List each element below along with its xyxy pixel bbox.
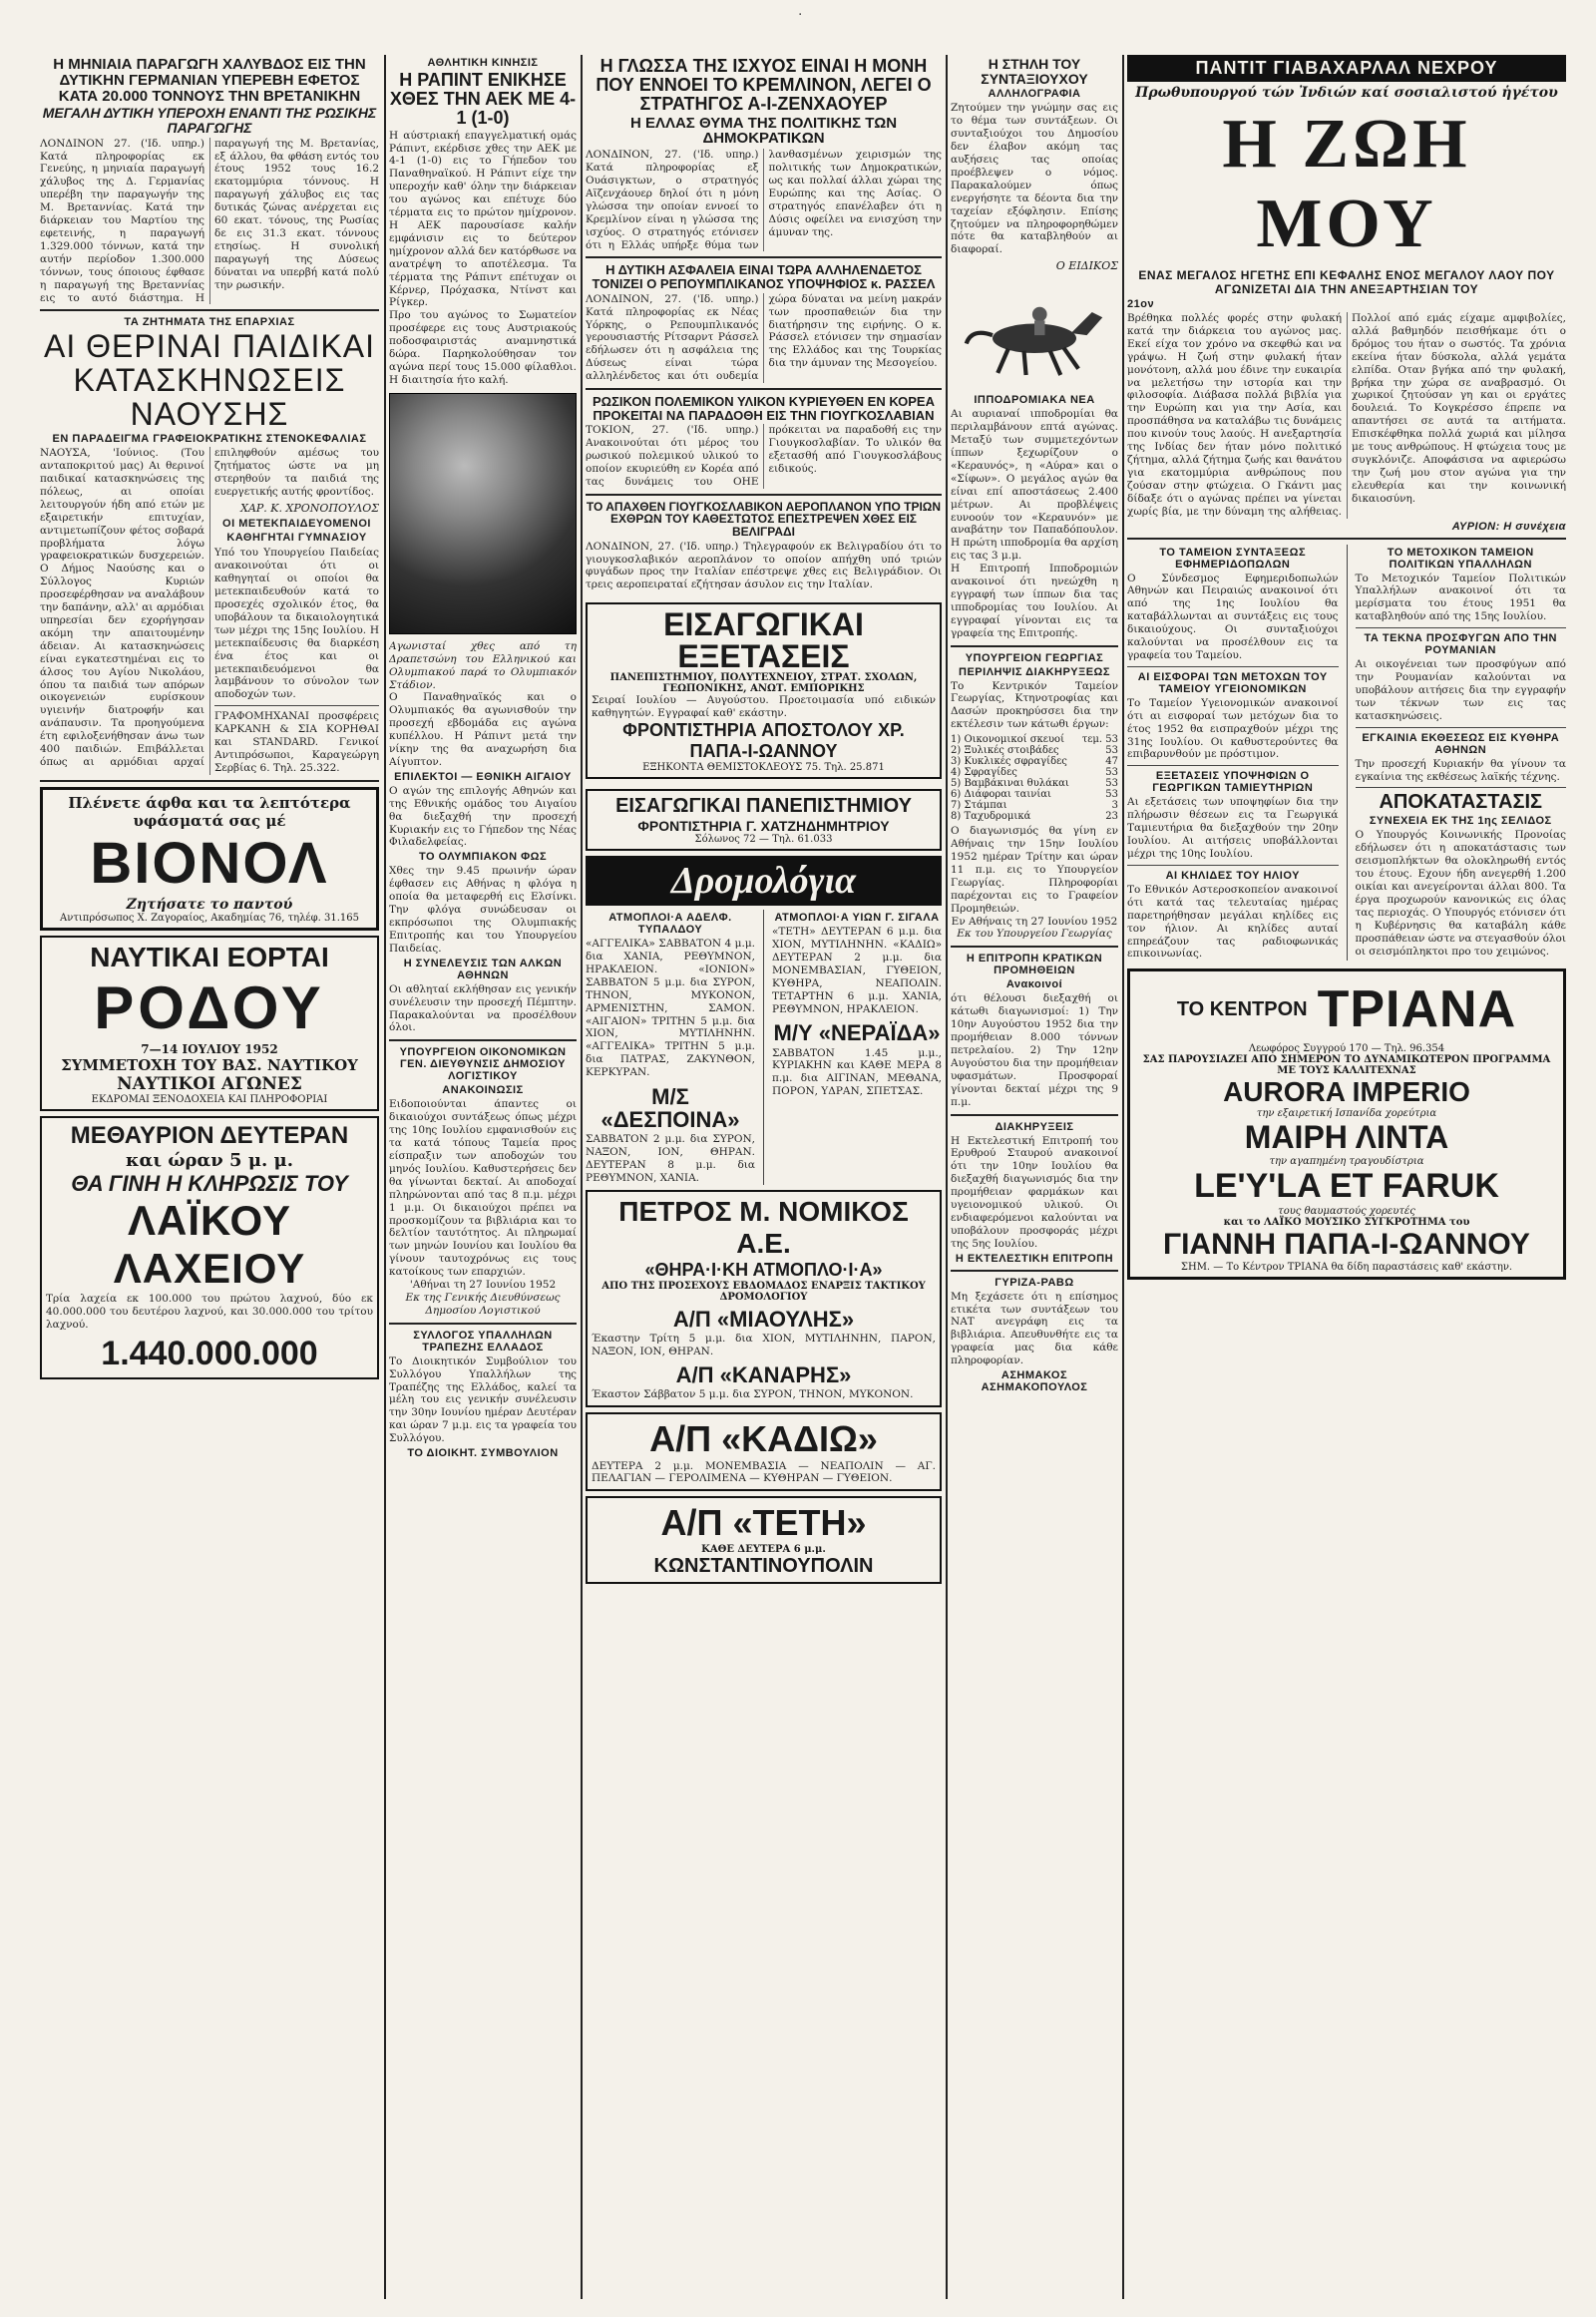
ad-exams-list: ΠΑΝΕΠΙΣΤΗΜΙΟΥ, ΠΟΛΥΤΕΧΝΕΙΟΥ, ΣΤΡΑΤ. ΣΧΟΛΩΝ, ΓΕΩΠΟΝΙΚΗΣ, ΑΝΩΤ. ΕΜΠΟΡΙΚΗΣ [609,672,918,695]
notice-item-qty: 53 [1105,745,1118,757]
ad-triana-act3-sub: τους θαυμαστούς χορευτές [1278,1206,1415,1218]
ad-rhodes-navy: ΣΥΜΜΕΤΟΧΗ ΤΟΥ ΒΑΣ. ΝΑΥΤΙΚΟΥ [61,1055,358,1074]
ad-rhodes-foot: ΕΚΔΡΟΜΑΙ ΞΕΝΟΔΟΧΕΙΑ ΚΑΙ ΠΛΗΡΟΦΟΡΙΑΙ [91,1093,328,1105]
notice-item-row [951,767,1118,778]
ad-teti-dest: ΚΩΝΣΤΑΝΤΙΝΟΥΠΟΛΙΝ [653,1555,874,1578]
headline-russell: Η ΔΥΤΙΚΗ ΑΣΦΑΛΕΙΑ ΕΙΝΑΙ ΤΩΡΑ ΑΛΛΗΛΕΝΔΕΤΟΣ ΤΟΝΙΖΕΙ Ο ΡΕΠΟΥΜΠΛΙΚΑΝΟΣ ΥΠΟΨΗΦΙΟΣ κ. ΡΑΣΣΕΛ [592,262,936,292]
ad-exams-body: Σειραί Ιουλίου — Αυγούστου. Προετοιμασία υπό ειδικών καθηγητών. Εγγραφαί καθ' εκάστην. [592,694,936,720]
notice-item-qty: τεμ. 53 [1081,734,1118,746]
notice-item-row [951,745,1118,756]
notice-item-name: 5) Βαμβάκιναι θυλάκαι [951,778,1069,790]
ship-typaldos-body: «ΑΓΓΕΛΙΚΑ» ΣΑΒΒΑΤΟΝ 4 μ.μ. δια ΧΑΝΙΑ, ΡΕΘΥΜΝΟΝ, ΗΡΑΚΛΕΙΟΝ. «ΙΟΝΙΟΝ» ΣΑΒΒΑΤΟΝ 5 μ.μ. δια ΣΥΡΟΝ, ΤΗΝΟΝ, ΜΥΚΟΝΟΝ, ΑΡΜΕΝΙΣΤΗΝ, ΣΑΜΟΝ. «ΑΙΓΑΙΟΝ» ΤΡΙΤΗΝ 5 μ.μ. δια ΧΙΟΝ, ΜΥΤΙΛΗΝΗΝ. «ΑΓΓΕΛΙΚΑ» ΤΡΙΤΗΝ 5 μ.μ. δια ΠΑΤΡΑΣ, ΖΑΚΥΝΘΟΝ, ΚΕΡΚΥΡΑΝ. [586,938,755,1079]
headline-naousa-camps: ΑΙ ΘΕΡΙΝΑΙ ΠΑΙΔΙΚΑΙ ΚΑΤΑΣΚΗΝΩΣΕΙΣ ΝΑΟΥΣΗΣ [43,328,375,432]
ad-triana-act2: ΜΑΙΡΗ ΛΙΝΤΑ [1244,1119,1449,1156]
column-3 [586,55,942,2299]
box-civil-fund-head: ΤΟ ΜΕΤΟΧΙΚΟΝ ΤΑΜΕΙΟΝ ΠΟΛΙΤΙΚΩΝ ΥΠΑΛΛΗΛΩΝ [1387,546,1534,571]
ad-nomikos-body: ΑΠΟ ΤΗΣ ΠΡΟΣΕΧΟΥΣ ΕΒΔΟΜΑΔΟΣ ΕΝΑΡΞΙΣ ΤΑΚΤΙΚΟΥ ΔΡΟΜΟΛΟΓΙΟΥ [601,1280,926,1303]
declarations-body: Η Εκτελεστική Επιτροπή του Ερυθρού Σταυρού ανακοινοί ότι την 10ην Ιουλίου θα διεξαχθή διαγωνισμός δια την προμήθειαν φαρμάκων και υγειονομικού υλικού. Οι ενδιαφερόμενοι καλούνται να υποβάλουν προσφοράς μέχρι της 5ης Ιουλίου. [951,1134,1118,1250]
commission-sub: Ανακοινοί [1005,978,1063,991]
ad-triana-addr: Λεωφόρος Συγγρού 170 — Τηλ. 96.354 [1248,1043,1445,1055]
article-korea-materiel: ΤΟΚΙΟΝ, 27. ('Ιδ. υπηρ.) Ανακοινούται ότι μέρος του ρωσικού πολεμικού υλικού το οποίον εκυριεύθη εν Κορέα από τας δυνάμεις του ΟΗΕ πρόκειται να παραδοθή εις την Γιουγκοσλαβίαν. Το υλικόν θα εξετασθή από Γιουγκοσλάβους ειδικούς. [586,424,942,488]
ad-bionol [40,787,379,931]
notice-ministry-finance-head: ΥΠΟΥΡΓΕΙΟΝ ΟΙΚΟΝΟΜΙΚΩΝ ΓΕΝ. ΔΙΕΥΘΥΝΣΙΣ ΔΗΜΟΣΙΟΥ ΛΟΓΙΣΤΙΚΟΥ [399,1046,567,1083]
ship-neraida: Μ/Υ «ΝΕΡΑΪΔΑ» [773,1020,941,1046]
box-civil-fund-body: Το Μετοχικόν Ταμείον Πολιτικών Υπαλλήλων ανακοινοί ότι τα μερίσματα του έτους 1951 θα καταβληθούν από της 15ης Ιουλίου. [1355,572,1566,623]
ad-rhodes-races: ΝΑΥΤΙΚΟΙ ΑΓΩΝΕΣ [117,1073,302,1094]
ad-triana-foot: ΣΗΜ. — Το Κέντρον ΤΡΙΑΝΑ θα δίδη παραστάσεις καθ' εκάστην. [1180,1262,1513,1274]
notice-ministry-finance-body: Ειδοποιούνται άπαντες οι δικαιούχοι συντάξεως όπως μέχρι της 10ης Ιουλίου εμφανισθούν εις τα κατά τόπους Ταμεία προς είσπραξιν των αποδοχών του μηνός Ιουλίου. Καθυστερήσεις δεν θα γίνωνται δεκταί. Αι αποδοχαί πληρώνονται από τας 8 π.μ. μέχρι 1 μ.μ. Οι δικαιούχοι πρέπει να προσκομίζουν τα βιβλιάρια και το δελτίον ταυτότητος. Αι πληρωμαί των μηνών Ιουνίου και Ιουλίου θα γίνουν ταυτοχρόνως εις τους κατοίκους των επαρχιών. [389,1098,577,1279]
notice-item-name: 2) Ξυλικές στοιβάδες [951,745,1059,757]
notice-ministry-finance-date: 'Αθήναι τη 27 Ιουνίου 1952 [409,1279,557,1292]
headline-steel: Η ΜΗΝΙΑΙΑ ΠΑΡΑΓΩΓΗ ΧΑΛΥΒΔΟΣ ΕΙΣ ΤΗΝ ΔΥΤΙΚΗΝ ΓΕΡΜΑΝΙΑΝ ΥΠΕΡΕΒΗ ΕΦΕΤΟΣ ΚΑΤΑ 20.000 ΤΟΝΝΟΥΣ ΤΗΝ ΒΡΕΤΑΝΙΚΗΝ [53,56,366,105]
subhead-bureaucracy: ΕΝ ΠΑΡΑΔΕΙΓΜΑ ΓΡΑΦΕΙΟΚΡΑΤΙΚΗΣ ΣΤΕΝΟΚΕΦΑΛΙΑΣ [52,433,367,446]
notice-agriculture-date: Εν Αθήναις τη 27 Ιουνίου 1952 [951,915,1118,928]
notice-agriculture-sub: ΠΕΡΙΛΗΨΙΣ ΔΙΑΚΗΡΥΞΕΩΣ [959,665,1110,678]
notice-item-row [951,800,1118,811]
notice-item-name: 4) Σφραγίδες [951,767,1017,779]
headline-western-superiority: ΜΕΓΑΛΗ ΔΥΤΙΚΗ ΥΠΕΡΟΧΗ ΕΝΑΝΤΙ ΤΗΣ ΡΩΣΙΚΗΣ ΠΑΡΑΓΩΓΗΣ [42,105,377,136]
ad-triana-act1: AURORA IMPERIO [1223,1076,1470,1108]
sunspots-head: ΑΙ ΚΗΛΙΔΕΣ ΤΟΥ ΗΛΙΟΥ [1165,869,1300,882]
ad-exams2-school: ΦΡΟΝΤΙΣΤΗΡΙΑ Γ. ΧΑΤΖΗΔΗΜΗΤΡΙΟΥ [637,818,890,835]
article-naousa-signature: ΧΑΡ. Κ. ΧΡΟΝΟΠΟΥΛΟΣ [240,501,379,515]
notice-item-row [951,734,1118,745]
commission-body: ότι θέλουσι διεξαχθή οι κάτωθι διαγωνισμοί: 1) Την 10ην Αυγούστου 1952 δια την προμήθειαν 8.000 τόννων πετρελαίου. 2) Την 12ην Αυγούστου δια την προμήθειαν υφασμάτων. Προσφοραί γίνονται δεκταί μέχρι της 9 π.μ. [951,992,1118,1108]
section-kicker-provinces: ΤΑ ΖΗΤΗΜΑΤΑ ΤΗΣ ΕΠΑΡΧΙΑΣ [124,316,295,329]
page-marker: . [798,2,803,19]
article-steel-p1: ΛΟΝΔΙΝΟΝ 27. ('Ιδ. υπηρ.) Κατά πληροφορίας εκ Γενεύης, η μηνιαία παραγωγή χάλυβος της Δ. Γερμανίας υπερέβη την παραγωγήν της Μ. Βρεταννίας. Κατά την διάρκειαν του Μαρτίου της εφετεινής, η παραγωγή 1.329.000 τόννων, κατά την αυτήν περίοδον 1.300.000 τόννων, τους όποιους έφθασε η παραγωγή της Βρεταννίας εις το αυτό διάστημα. [40,137,204,304]
exam-body: Αι εξετάσεις των υποψηφίων δια την πλήρωσιν θέσεων εις τα Γεωργικά Ταμιευτήρια θα διεξαχθούν την 20ην Ιουλίου. Αι αιτήσεις υποβάλλονται μέχρι της 10ης Ιουλίου. [1127,796,1339,860]
notice-item-qty: 53 [1105,767,1118,779]
notice-item-qty: 53 [1105,789,1118,801]
ad-bionol-slogan: Ζητήσατε το παντού [126,896,293,913]
column-rule [946,55,948,2299]
ship-schedule-banner: Δρομολόγια [586,856,942,906]
article-rapid-p3: Ο Παναθηναϊκός και ο Ολυμπιακός θα αγωνισθούν την προσεχή εβδομάδα εις αγώνα κυπέλλου. Η Ράπιντ μετά την νίκην της θα αναχωρήση δια Αίγυπτον. [389,691,577,768]
article-olympic-flame: Χθες την 9.45 πρωινήν ώραν έφθασεν εις Αθήνας η φλόγα η οποία θα μεταφερθή εις Ελσίνκι. Την φλόγα συνώδευσαν οι εκπρόσωποι της Ολυμπιακής Επιτροπής και του Υπουργείου Παιδείας. [389,865,577,955]
ad-triana-act1-sub: την εξαιρετική Ισπανίδα χορεύτρια [1256,1108,1437,1120]
box-restoration-head: ΑΠΟΚΑΤΑΣΤΑΣΙΣ [1379,791,1543,814]
notice-item-qty: 47 [1105,756,1118,768]
ad-triana-label: ΤΟ ΚΕΝΤΡΟΝ [1176,997,1308,1020]
nehru-subkicker: Πρωθυπουργού τών Ἰνδιών καί σοσιαλιστού ἡγέτου [1135,85,1558,101]
ad-rhodes-festival [40,936,379,1111]
ravo-head: ΓΥΡΙΖΑ-ΡΑΒΩ [995,1276,1074,1289]
ad-exams-title: ΕΙΣΑΓΩΓΙΚΑΙ ΕΞΕΤΑΣΕΙΣ [663,606,864,675]
nehru-body [1127,312,1566,519]
ship-miaoulis: Α/Π «ΜΙΑΟΥΛΗΣ» [672,1306,855,1332]
ad-nomikos-line: «ΘΗΡΑ·Ι·ΚΗ ΑΤΜΟΠΛΟ·Ι·Α» [644,1259,883,1280]
ad-teti-sub: ΚΑΘΕ ΔΕΥΤΕΡΑ 6 μ.μ. [701,1544,826,1556]
ad-triana-orch: και το ΛΑΪΚΟ ΜΟΥΣΙΚΟ ΣΥΓΚΡΟΤΗΜΑ του [1223,1217,1470,1229]
sunspots-body: Το Εθνικόν Αστεροσκοπείον ανακοινοί ότι κατά τας τελευταίας ημέρας παρετηρήθησαν μεγάλαι κηλίδες εις τον ήλιον. Αι κηλίδες αυταί επηρεάζουν τας ραδιοφωνικάς επικοινωνίας. [1127,883,1339,961]
article-alkon: Οι αθληταί εκλήθησαν εις γενικήν συνέλευσιν την προσεχή Πέμπτην. Παρακαλούνται να προσέλθουν όλοι. [389,982,577,1034]
notice-item-name: 8) Ταχυδρομικά [951,811,1031,823]
notice-item-row [951,811,1118,822]
ad-lottery-time: και ώραν 5 μ. μ. [126,1149,293,1171]
ad-triana-intro: ΣΑΣ ΠΑΡΟΥΣΙΑΖΕΙ ΑΠΟ ΣΗΜΕΡΟΝ ΤΟ ΔΥΝΑΜΙΚΩΤΕΡΟΝ ΠΡΟΓΡΑΜΜΑ ΜΕ ΤΟΥΣ ΚΑΛΛΙΤΕΧΝΑΣ [1142,1054,1551,1077]
declarations-head: ΔΙΑΚΗΡΥΞΕΙΣ [995,1120,1074,1133]
ship-typaldos-head: ΑΤΜΟΠΛΟΙ·Α ΑΔΕΛΦ. ΤΥΠΑΛΔΟΥ [608,912,732,937]
exam-head: ΕΞΕΤΑΣΕΙΣ ΥΠΟΨΗΦΙΩΝ Ο ΓΕΩΡΓΙΚΩΝ ΤΑΜΙΕΥΤΗΡΙΩΝ [1152,770,1314,795]
commission-head: Η ΕΠΙΤΡΟΠΗ ΚΡΑΤΙΚΩΝ ΠΡΟΜΗΘΕΙΩΝ [966,953,1103,977]
article-naousa-body [40,447,379,775]
ship-despoina-body: ΣΑΒΒΑΤΟΝ 2 μ.μ. δια ΣΥΡΟΝ, ΝΑΞΟΝ, ΙΟΝ, ΘΗΡΑΝ. ΔΕΥΤΕΡΑΝ 8 μ.μ. δια ΡΕΘΥΜΝΟΝ, ΧΑΝΙΑ. [586,1133,755,1184]
cartoon-racehorse [951,278,1118,388]
ad-triana-leader: ΓΙΑΝΝΗ ΠΑΠΑ-Ι-ΩΑΝΝΟΥ [1163,1228,1530,1262]
notice-item-name: 1) Οικονομικοί σκευοί [951,734,1064,746]
column-1 [40,55,379,2299]
declarations-sign: Η ΕΚΤΕΛΕΣΤΙΚΗ ΕΠΙΤΡΟΠΗ [955,1252,1114,1265]
ad-lottery-name: ΛΑΪΚΟΥ ΛΑΧΕΙΟΥ [113,1196,306,1292]
nehru-body-p1: Βρέθηκα πολλές φορές στην φυλακή κατά την διάρκεια του αγώνος μας. Εκεί είχα τον χρόνο να σκεφθώ και να γράψω. Η ζωή στην φυλακή ήταν μονότονη, αλλά μου έδινε την ευκαιρία να μελετήσω την ιστορία και την φιλοσοφία. Διάβασα πολλά βιβλία για την Ευρώπη και για την Ασία, και προσπάθησα να καταλάβω τις δυνάμεις που κινούν τους λαούς. Η ανεξαρτησία της Ινδίας δεν ήταν μόνο πολιτικό ζήτημα, αλλά ζήτημα ζωής και θανάτου για εκατομμύρια ανθρώπους που ζούσαν στην φτώχεια. Ο Γκάντι μας δίδαξε ότι ο αγώνας πρέπει να γίνεται χωρίς βία, με την δύναμη της αλήθειας. Πολλοί από εμάς είχαμε αμφιβολίες, αλλά βαθμηδόν πεισθήκαμε ότι ο δρόμος του ήταν ο σωστός. Τα χρόνια εκείνα ήταν δύσκολα, αλλά γεμάτα ελπίδα. [1127,312,1566,518]
headline-rapid-aek: Η ΡΑΠΙΝΤ ΕΝΙΚΗΣΕ ΧΘΕΣ ΤΗΝ ΑΕΚ ΜΕ 4-1 (1-0) [389,70,577,128]
nehru-subhead: ΕΝΑΣ ΜΕΓΑΛΟΣ ΗΓΕΤΗΣ ΕΠΙ ΚΕΦΑΛΗΣ ΕΝΟΣ ΜΕΓΑΛΟΥ ΛΑΟΥ ΠΟΥ ΑΓΩΝΙΖΕΤΑΙ ΔΙΑ ΤΗΝ ΑΝΕΞΑΡΤΗΣΙΑΝ ΤΟΥ [1138,268,1555,296]
notice-agriculture-head: ΥΠΟΥΡΓΕΙΟΝ ΓΕΩΡΓΙΑΣ [965,651,1104,664]
nehru-body-p2: Οταν βγήκα από την φυλακή, βρήκα την χώρα σε αναβρασμό. Οι χωρικοί ζητούσαν γη και οι εργάτες δουλειά. Το Κογκρέσσο έπρεπε να απαντήσει σε αυτά τα αιτήματα. Επισκέφθηκα πολλά χωριά και μίλησα με τους ανθρώπους. Η φτώχεια τους με συγκλόνιζε. Αποφάσισα να αφιερώσω την ζωή μου στον αγώνα για την ελευθερία και την κοινωνική δικαιοσύνη. [1352,363,1566,505]
pensioner-body: Ζητούμεν την γνώμην σας εις το θέμα των συντάξεων. Οι συνταξιούχοι του Δημοσίου δεν έλαβον ακόμη τας αυξήσεις τας οποίας προέβλεψεν ο νόμος. Παρακαλούμεν όπως ενεργήσητε τα δέοντα δια την ταχείαν εξόφλησιν. Επίσης ζητούμεν να πληροφορηθώμεν πότε θα καταβληθούν αι διαφοραί. [951,102,1118,256]
horse-icon [951,278,1118,388]
ad-exams-papaioannou [586,602,942,779]
ad-exams-school: ΦΡΟΝΤΙΣΤΗΡΙΑ ΑΠΟΣΤΟΛΟΥ ΧΡ. ΠΑΠΑ-Ι-ΩΑΝΝΟΥ [622,720,905,762]
column-2 [389,55,577,2299]
notice-bank-union-sign: ΤΟ ΔΙΟΙΚΗΤ. ΣΥΜΒΟΥΛΙΟΝ [407,1447,559,1460]
headline-korea-materiel: ΡΩΣΙΚΟΝ ΠΟΛΕΜΙΚΟΝ ΥΛΙΚΟΝ ΚΥΡΙΕΥΘΕΝ ΕΝ ΚΟΡΕΑ ΠΡΟΚΕΙΤΑΙ ΝΑ ΠΑΡΑΔΟΘΗ ΕΙΣ ΤΗΝ ΓΙΟΥΓΚΟΣΛΑΒΙΑΝ [593,394,935,423]
racing-body-2: Η Επιτροπή Ιπποδρομιών ανακοινοί ότι ηνεώχθη η εγγραφή των ίππων δια τας ιπποδρομίας του Ιουλίου. Αι εγγραφαί γίνονται εις τα γραφεία της Επιτροπής. [951,563,1118,639]
ad-triana-name: ΤΡΙΑΝΑ [1317,980,1517,1039]
box-newsagents-head: ΤΟ ΤΑΜΕΙΟΝ ΣΥΝΤΑΞΕΩΣ ΕΦΗΜΕΡΙΔΟΠΩΛΩΝ [1159,546,1307,571]
article-hijacked-plane: ΛΟΝΔΙΝΟΝ, 27. ('Ιδ. υπηρ.) Τηλεγραφούν εκ Βελιγραδίου ότι το γιουγκοσλαβικόν αεροπλάνον το οποίον απήχθη υπό τριών φυγάδων προς την Ιταλίαν επέστρεψε χθες εις Βελιγράδιον. Οι τρεις αεροπειραταί εζήτησαν άσυλον εις την Ιταλίαν. [586,540,942,591]
headline-pensioner-column: Η ΣΤΗΛΗ ΤΟΥ ΣΥΝΤΑΞΙΟΥΧΟΥ [981,56,1088,87]
ad-lottery-day: ΜΕΘΑΥΡΙΟΝ ΔΕΥΤΕΡΑΝ [70,1121,349,1149]
article-steel-p2: Η παραγωγή της Μ. Βρετανίας, εξ άλλου, θα φθάση εντός του έτους 1952 τους 16.2 εκατομμύρια τόννους. Η παραγωγή χάλυβος εις τας δυτικάς ζώνας ανέρχεται εις 60 εκατ. τόνους, της Ρωσίας δε εις 31.3 εκατ. τόννους ετησίως. Η συνολική παραγωγή της Δύσεως δύναται να υπερβή κατά πολύ την ρωσικήν. [195,137,379,304]
ship-sigalas-head: ΑΤΜΟΠΛΟΙ·Α ΥΙΩΝ Γ. ΣΙΓΑΛΑ [774,912,940,925]
box-exhibition-body: Την προσεχή Κυριακήν θα γίνουν τα εγκαίνια της εκθέσεως λαϊκής τέχνης. [1355,757,1566,783]
column-rule [581,55,583,2299]
column-5 [1127,55,1566,2299]
kicker-olympic-flame: ΤΟ ΟΛΥΜΠΙΑΚΟΝ ΦΩΣ [418,851,548,864]
racing-body: Αι αυριαναί ιπποδρομίαι θα περιλαμβάνουν επτά αγώνας. Μεταξύ των συμμετεχόντων ίππων ξεχωρίζουν ο «Κεραυνός», η «Αύρα» και ο «Σίφων». Ο μεγάλος αγών θα είναι επί αποστάσεως 2.400 μέτρων. Αι προβλέψεις ευνοούν τον «Κεραυνόν» με αναβάτην τον Παπαδόπουλον. Η πρώτη ιπποδρομία θα αρχίση εις τας 3 μ.μ. [951,408,1118,563]
ad-rhodes-name: ΡΟΔΟΥ [94,973,325,1041]
article-teachers-text: Υπό του Υπουργείου Παιδείας ανακοινούται ότι οι καθηγηταί οι οποίοι θα μετεκπαιδευθούν κατά το προσεχές σχολικόν έτος, θα υποβάλουν τα δικαιολογητικά των μέχρι της 15ης Ιουλίου. Η μετεκπαίδευσις θα διαρκέση ένα έτος και οι μετεκπαιδευόμενοι θα λαμβάνουν το σύνολον των αποδοχών των. [214,547,379,701]
ad-exams-addr: ΕΞΗΚΟΝΤΑ ΘΕΜΙΣΤΟΚΛΕΟΥΣ 75. Τηλ. 25.871 [642,762,885,774]
ad-teti [586,1496,942,1584]
notice-item-qty: 53 [1105,778,1118,790]
box-restoration-sub: ΣΥΝΕΧΕΙΑ ΕΚ ΤΗΣ 1ης ΣΕΛΙΔΟΣ [1369,815,1552,828]
ad-nomikos-name: ΠΕΤΡΟΣ Μ. ΝΟΜΙΚΟΣ Α.Ε. [618,1195,909,1259]
photo-caption: Αγωνισταί χθες από τη Δραπετσώνη του Ελληνικού και Ολυμπιακού παρά το Ολυμπιακόν Στάδιον. [389,639,577,691]
subhead-teachers: ΟΙ ΜΕΤΕΚΠΑΙΔΕΥΟΜΕΝΟΙ ΚΑΘΗΓΗΤΑΙ ΓΥΜΝΑΣΙΟΥ [222,518,371,544]
ship-despoina: Μ/Σ «ΔΕΣΠΟΙΝΑ» [600,1084,740,1133]
ship-kanaris: Α/Π «ΚΑΝΑΡΗΣ» [675,1361,852,1387]
ad-exams-hatzidimitriou [586,789,942,851]
ad-teti-name: Α/Π «ΤΕΤΗ» [660,1502,867,1544]
ad-bionol-agent: Αντιπρόσωπος Χ. Ζαγοραίος, Ακαδημίας 76, τηλέφ. 31.165 [60,912,359,924]
ship-sigalas-body: «ΤΕΤΗ» ΔΕΥΤΕΡΑΝ 6 μ.μ. δια ΧΙΟΝ, ΜΥΤΙΛΗΝΗΝ. «ΚΑΔΙΩ» ΔΕΥΤΕΡΑΝ 2 μ.μ. δια ΜΟΝΕΜΒΑΣΙΑΝ, ΓΥΘΕΙΟΝ, ΚΥΘΗΡΑ, ΝΕΑΠΟΛΙΝ. ΤΕΤΑΡΤΗΝ 6 μ.μ. ΧΑΝΙΑ, ΡΕΘΥΜΝΟΝ, ΗΡΑΚΛΕΙΟΝ. [772,926,942,1015]
notice-ministry-finance-sign: Εκ της Γενικής Διευθύνσεως Δημοσίου Λογιστικού [405,1291,561,1317]
notice-bank-union-body: Το Διοικητικόν Συμβούλιον του Συλλόγου Υπαλλήλων της Τραπέζης της Ελλάδος, καλεί τα μέλη του εις γενικήν συνέλευσιν την 30ην Ιουνίου ημέραν Δευτέραν και ώραν 7 μ.μ. εις τα γραφεία του Συλλόγου. [389,1354,577,1445]
tameio-head: ΑΙ ΕΙΣΦΟΡΑΙ ΤΩΝ ΜΕΤΟΧΩΝ ΤΟΥ ΤΑΜΕΙΟΥ ΥΓΕΙΟΝΟΜΙΚΩΝ [1137,670,1328,695]
box-newsagents-body: Ο Σύνδεσμος Εφημεριδοπωλών Αθηνών και Πειραιώς ανακοινοί ότι από της 1ης Ιουλίου θα καταβάλλωνται αι συντάξεις εις τους δικαιούχους. Οι συνταξιούχοι καλούνται να προσέλθουν εις τα γραφεία του Ταμείου. [1127,572,1339,661]
ad-bionol-tagline: Πλένετε άφθα και τα λεπτότερα υφάσματά σας μέ [68,793,351,830]
ad-rhodes-dates: 7—14 ΙΟΥΛΙΟΥ 1952 [141,1041,278,1056]
ad-kadio-body: ΔΕΥΤΕΡΑ 2 μ.μ. ΜΟΝΕΜΒΑΣΙΑ — ΝΕΑΠΟΛΙΝ — ΑΓ. ΠΕΛΑΓΙΑΝ — ΓΕΡΟΛΙΜΕΝΑ — ΚΥΘΗΡΑΝ — ΓΥΘΕΙΟΝ. [592,1459,936,1485]
ad-exams2-title: ΕΙΣΑΓΩΓΙΚΑΙ ΠΑΝΕΠΙΣΤΗΜΙΟΥ [615,795,912,818]
notice-bank-union-head: ΣΥΛΛΟΓΟΣ ΥΠΑΛΛΗΛΩΝ ΤΡΑΠΕΖΗΣ ΕΛΛΑΔΟΣ [413,1329,553,1353]
subhead-racing-news: ΙΠΠΟΔΡΟΜΙΑΚΑ ΝΕΑ [974,394,1095,407]
nehru-masthead: Η ΖΩΗ ΜΟΥ [1222,106,1471,262]
notice-item-row [951,789,1118,800]
kicker-aegean: ΕΠΙΛΕΚΤΟΙ — ΕΘΝΙΚΗ ΑΙΓΑΙΟΥ [394,770,572,783]
headline-hijacked-plane: ΤΟ ΑΠΑΧΘΕΝ ΓΙΟΥΓΚΟΣΛΑΒΙΚΟΝ ΑΕΡΟΠΛΑΝΟΝ ΥΠΟ ΤΡΙΩΝ ΕΧΘΡΩΝ ΤΟΥ ΚΑΘΕΣΤΩΤΟΣ ΕΠΕΣΤΡΕΨΕΝ ΧΘΕΣ ΕΙΣ ΒΕΛΙΓΡΑΔΙ [586,499,942,540]
ship-neraida-body: ΣΑΒΒΑΤΟΝ 1.45 μ.μ., ΚΥΡΙΑΚΗΝ και ΚΑΘΕ ΜΕΡΑ 8 π.μ. δια ΑΙΓΙΝΑΝ, ΜΕΘΑΝΑ, ΠΟΡΟΝ, ΥΔΡΑΝ, ΣΠΕΤΣΑΣ. [772,1046,942,1098]
article-aegean: Ο αγών της επιλογής Αθηνών και της Εθνικής ομάδος του Αιγαίου θα διεξαχθή την προσεχή Κυριακήν εις το Γήπεδον της Νέας Φιλαδελφείας. [389,784,577,849]
article-rapid-p2: Προ του αγώνος το Σωματείον προσέφερε εις τους Αυστριακούς ποδοσφαιριστάς αναμνηστικά δώρα. Παρηκολούθησαν τον αγώνα περί τους 15.000 φίλαθλοι. Η διαιτησία ήτο καλή. [389,309,577,386]
column-rule [384,55,386,2299]
article-eisenhower: ΛΟΝΔΙΝΟΝ, 27. ('Ιδ. υπηρ.) Κατά πληροφορίας εξ Ουάσιγκτων, ο στρατηγός Αϊζενχάουερ δηλοί ότι η μόνη γλώσσα την οποίαν εννοεί το Κρεμλίνον είναι η γλώσσα της ισχύος. Ο στρατηγός ετόνισεν ότι η Ελλάς υπήρξε θύμα των λανθασμένων χειρισμών της πολιτικής των Δημοκρατικών, ως και πολλαί άλλαι χώραι της Ευρώπης και της Ασίας. Ο στρατηγός επανέλαβεν ότι η Δύσις οφείλει να ενισχύση την άμυναν της. [586,149,942,251]
ad-triana [1127,968,1566,1280]
notice-ministry-finance-sub: ΑΝΑΚΟΙΝΩΣΙΣ [442,1084,524,1097]
notice-item-name: 6) Διάφοραι ταινίαι [951,789,1051,801]
ad-rhodes-title: ΝΑΥΤΙΚΑΙ ΕΟΡΤΑΙ [90,941,329,972]
ravo-body: Μη ξεχάσετε ότι η επίσημος ετικέτα των συντάξεων του ΝΑΤ ανεγράφη εις τα βιβλιάρια. Απευθυνθήτε εις τα γραφεία μας δια κάθε πληροφορίαν. [951,1290,1118,1367]
article-naousa-text: ΝΑΟΥΣΑ, 'Ιούνιος. (Του ανταποκριτού μας) Αι θερινοί παιδικαί κατασκηνώσεις της πόλεως, αι οποίαι λειτουργούν ήδη από ετών με εξαιρετικήν επιτυχίαν, αντιμετωπίζουν φέτος σοβαρά προβλήματα λόγω γραφειοκρατικών δυσχερειών. Ο Δήμος Ναούσης και ο Σύλλογος Κυριών προσεφέρθησαν να αναλάβουν την δαπάνην, αλλ' αι αρμόδιαι υπηρεσίαι δεν εχορήγησαν ακόμη την απαιτουμένην άδειαν. Αι κατασκηνώσεις είναι εγκατεστημέναι εις το άλσος του Αγίου Νικολάου, όπου τα παιδιά των απόρων οικογενειών ευρίσκουν υγιεινήν διατροφήν και ανάπαυσιν. Τα προηγούμενα έτη εφιλοξενήθησαν άνω των 400 παιδιών. Επιβάλλεται όπως αι αρμόδιαι αρχαί επιληφθούν αμέσως του ζητήματος ώστε να μη στερηθούν τα παιδιά της ευεργετικής αυτής φροντίδος. [40,447,379,768]
article-russell: ΛΟΝΔΙΝΟΝ, 27. ('Ιδ. υπηρ.) Κατά πληροφορίας εκ Νέας Υόρκης, ο Ρεπουμπλικανός γερουσιαστής Ρίτσαρντ Ράσσελ εδήλωσεν ότι η ασφάλεια της Δύσεως είναι τώρα αλληλένδετος και ότι ουδεμία χώρα δύναται να μείνη μακράν των προσπαθειών δια την διατήρησιν της ειρήνης. Ο κ. Ράσσελ ετόνισεν την σημασίαν της Ελλάδος και της Τουρκίας δια την άμυναν της Μεσογείου. [586,292,942,383]
notice-item-name: 7) Στάμπαι [951,800,1007,812]
box-refugees-body: Αι οικογένειαι των προσφύγων από την Ρουμανίαν καλούνται να υποβάλουν αιτήσεις δια την εγγραφήν των τέκνων των εις τας κατασκηνώσεις. [1355,658,1566,722]
notice-agriculture-body-2: Ο διαγωνισμός θα γίνη εν Αθήναις την 15ην Ιουλίου 1952 ημέραν Τρίτην και ώραν 11 π.μ. εις το Υπουργείον Γεωργίας. Πληροφορίαι παρέχονται εις το Γραφείον Προμηθειών. [951,825,1118,915]
sports-kicker: ΑΘΛΗΤΙΚΗ ΚΙΝΗΣΙΣ [427,57,539,69]
article-rapid-p1: Η αύστριακή επαγγελματική ομάς Ράπιντ, εκέρδισε χθες την ΑΕΚ με 4-1 (1-0) εις το Γήπεδον του Παναθηναϊκού. Η Ράπιντ είχε την υπεροχήν καθ' όλην την διάρκειαν του αγώνος και επέτυχε δύο τέρματα εις το πρώτον ημίχρονον. Η ΑΕΚ παρουσίασε καλήν εμφάνισιν εις το δεύτερον ημίχρονον αλλά δεν κατόρθωσε να ανατρέψη το αποτέλεσμα. Τα τέρματα της Ράπιντ επέτυχαν οι Κέρνερ, Πρόχασκα, Ντίνστ και Ρίγκερ. [389,129,577,309]
tameio-body: Το Ταμείον Υγειονομικών ανακοινοί ότι αι εισφοραί των μετόχων δια το έτος 1952 θα εισπραχθούν μέχρι της 31ης Ιουλίου. Οι καθυστερούντες θα επιβαρυνθούν με πρόστιμον. [1127,696,1339,761]
notice-typewriters: ΓΡΑΦΟΜΗΧΑΝΑΙ προσφέρεις ΚΑΡΚΑΝΗ & ΣΙΑ ΚΟΡΗΘΑΙ και STANDARD. Γενικοί Αντιπρόσωποι, Καραγεώργη Σερβίας 6. Τηλ. 25.322. [214,710,379,774]
notice-agriculture-items [951,734,1118,822]
notice-item-qty: 3 [1111,800,1118,812]
ad-nomikos [586,1190,942,1407]
box-refugees-head: ΤΑ ΤΕΚΝΑ ΠΡΟΣΦΥΓΩΝ ΑΠΟ ΤΗΝ ΡΟΥΜΑΝΙΑΝ [1364,632,1557,657]
ad-exams2-addr: Σόλωνος 72 — Τηλ. 61.033 [694,834,833,846]
ad-lottery [40,1116,379,1380]
notice-item-row [951,778,1118,789]
ship-kanaris-body: Έκαστον Σάββατον 5 μ.μ. δια ΣΥΡΟΝ, ΤΗΝΟΝ, ΜΥΚΟΝΟΝ. [592,1387,914,1400]
headline-eisenhower: Η ΓΛΩΣΣΑ ΤΗΣ ΙΣΧΥΟΣ ΕΙΝΑΙ Η ΜΟΝΗ ΠΟΥ ΕΝΝΟΕΙ ΤΟ ΚΡΕΜΛΙΝΟΝ, ΛΕΓΕΙ Ο ΣΤΡΑΤΗΓΟΣ Α-Ι-ΖΕΝΧΑΟΥΕΡ [596,56,932,114]
nehru-continue: ΑΥΡΙΟΝ: Η συνέχεια [1451,520,1566,533]
ad-bionol-brand: ΒΙΟΝΟΛ [90,830,329,896]
ravo-sign: ΑΣΗΜΑΚΟΣ ΑΣΗΜΑΚΟΠΟΥΛΟΣ [981,1369,1088,1394]
ad-triana-act3: LE'Y'LA ET FARUK [1194,1167,1499,1206]
notice-agriculture-body: Το Κεντρικόν Ταμείον Γεωργίας, Κτηνοτροφίας και Δασών προκηρύσσει δια την εκτέλεσιν των κάτωθι έργων: [951,679,1118,731]
pensioner-signature: Ο ΕΙΔΙΚΟΣ [1055,259,1118,273]
article-steel-body [40,138,379,305]
column-rule [1122,55,1124,2299]
notice-item-name: 3) Κυκλικές σφραγίδες [951,756,1067,768]
nehru-episode: 21ον [1127,298,1155,310]
ad-lottery-amount: 1.440.000.000 [101,1335,318,1373]
notice-item-row [951,756,1118,767]
headline-greece-victim: Η ΕΛΛΑΣ ΘΥΜΑ ΤΗΣ ΠΟΛΙΤΙΚΗΣ ΤΩΝ ΔΗΜΟΚΡΑΤΙΚΩΝ [629,114,898,148]
subhead-correspondence: ΑΛΛΗΛΟΓΡΑΦΙΑ [988,88,1081,101]
ad-kadio [586,1412,942,1492]
nehru-kicker: ΠΑΝΤΙΤ ΓΙΑΒΑΧΑΡΛΑΛ ΝΕΧΡΟΥ [1127,55,1566,82]
box-restoration-body: Ο Υπουργός Κοινωνικής Προνοίας εδήλωσεν ότι η αποκατάστασις των σεισμοπλήκτων θα ολοκληρωθή εντός του έτους. Εχουν ήδη ανεγερθή 1.200 οικίαι και ανεγείρονται άλλαι 800. Τα έργα προχωρούν κανονικώς εις όλας τας περιοχάς. Ο Υπουργός ετόνισεν ότι η Κυβέρνησις θα καταβάλη κάθε προσπάθειαν ώστε να στεγασθούν όλοι οι σεισμόπληκτοι προ του χειμώνος. [1355,829,1566,958]
ship-miaoulis-body: Έκαστην Τρίτη 5 μ.μ. δια ΧΙΟΝ, ΜΥΤΙΛΗΝΗΝ, ΠΑΡΟΝ, ΝΑΞΟΝ, ΙΟΝ, ΘΗΡΑΝ. [592,1332,936,1357]
column-4 [951,55,1118,2299]
photo-athletes [389,393,577,634]
notice-item-qty: 23 [1105,811,1118,823]
ad-lottery-line: ΘΑ ΓΙΝΗ Η ΚΛΗΡΩΣΙΣ ΤΟΥ [71,1170,348,1196]
box-exhibition-head: ΕΓΚΑΙΝΙΑ ΕΚΘΕΣΕΩΣ ΕΙΣ ΚΥΘΗΡΑ ΑΘΗΝΩΝ [1362,731,1560,756]
ad-kadio-name: Α/Π «ΚΑΔΙΩ» [649,1417,878,1459]
ad-lottery-body: Τρία λαχεία εκ 100.000 του πρώτου λαχνού, δύο εκ 40.000.000 του δευτέρου λαχνού, και 30.000.000 του τρίτου λαχνού. [46,1292,373,1331]
notice-agriculture-sign: Εκ του Υπουργείου Γεωργίας [957,928,1112,941]
kicker-alkon: Η ΣΥΝΕΛΕΥΣΙΣ ΤΩΝ ΑΛΚΩΝ ΑΘΗΝΩΝ [403,957,563,981]
ad-triana-act2-sub: την αγαπημένη τραγουδίστρια [1269,1156,1424,1168]
